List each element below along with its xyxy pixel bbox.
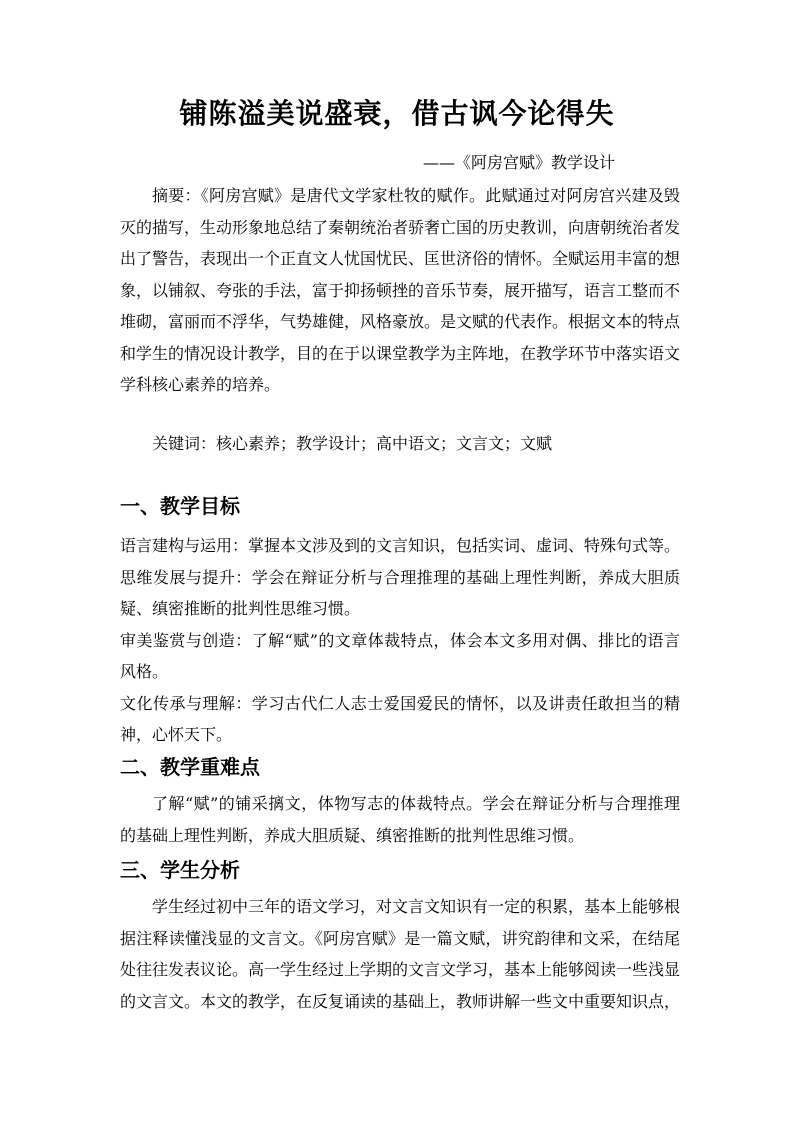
- section-heading-students: 三、学生分析: [120, 858, 240, 882]
- section-heading-goals: 一、教学目标: [120, 494, 240, 518]
- students-paragraph: 学生经过初中三年的语文学习，对文言文知识有一定的积累，基本上能够根据注释读懂浅显的文言文。《阿房宫赋》是一篇文赋，讲究韵律和文采，在结尾处往往发表议论。高一学生经过上学期的文言文学习，基本上能够阅读一些浅显的文言文。本文的教学，在反复诵读的基础上，教师讲解一些文中重要知识点，: [120, 897, 681, 1011]
- difficulties-paragraph: 了解“赋”的铺采摛文，体物写志的体裁特点。学会在辩证分析与合理推理的基础上理性判断，养成大胆质疑、缜密推断的批判性思维习惯。: [120, 794, 680, 845]
- goal-item-thinking: 思维发展与提升：学会在辩证分析与合理推理的基础上理性判断，养成大胆质疑、缜密推断的批判性思维习惯。: [120, 567, 680, 618]
- goals-list: [120, 530, 680, 751]
- goal-item-culture: 文化传承与理解：学习古代仁人志士爱国爱民的情怀，以及讲责任敢担当的精神，心怀天下。: [120, 693, 680, 744]
- keywords-line: 关键词：核心素养；教学设计；高中语文；文言文；文赋: [152, 434, 553, 453]
- section-heading-difficulties: 二、教学重难点: [120, 755, 260, 779]
- goal-item-language: 语言建构与运用：掌握本文涉及到的文言知识，包括实词、虚词、特殊句式等。: [120, 536, 681, 555]
- goal-item-aesthetics: 审美鉴赏与创造：了解“赋”的文章体裁特点，体会本文多用对偶、排比的语言风格。: [120, 630, 680, 681]
- document-title: 铺陈溢美说盛衰，借古讽今论得失: [179, 97, 615, 130]
- document-subtitle: ——《阿房宫赋》教学设计: [423, 153, 616, 172]
- abstract-paragraph: 摘要：《阿房宫赋》是唐代文学家杜牧的赋作。此赋通过对阿房宫兴建及毁灭的描写，生动形象地总结了秦朝统治者骄奢亡国的历史教训，向唐朝统治者发出了警告，表现出一个正直文人忧国忧民、匡世济俗的情怀。全赋运用丰富的想象，以铺叙、夸张的手法，富于抑扬顿挫的音乐节奏，展开描写，语言工整而不堆砌，富丽而不浮华，气势雄健，风格豪放。是文赋的代表作。根据文本的特点和学生的情况设计教学，目的在于以课堂教学为主阵地，在教学环节中落实语文学科核心素养的培养。: [120, 186, 681, 394]
